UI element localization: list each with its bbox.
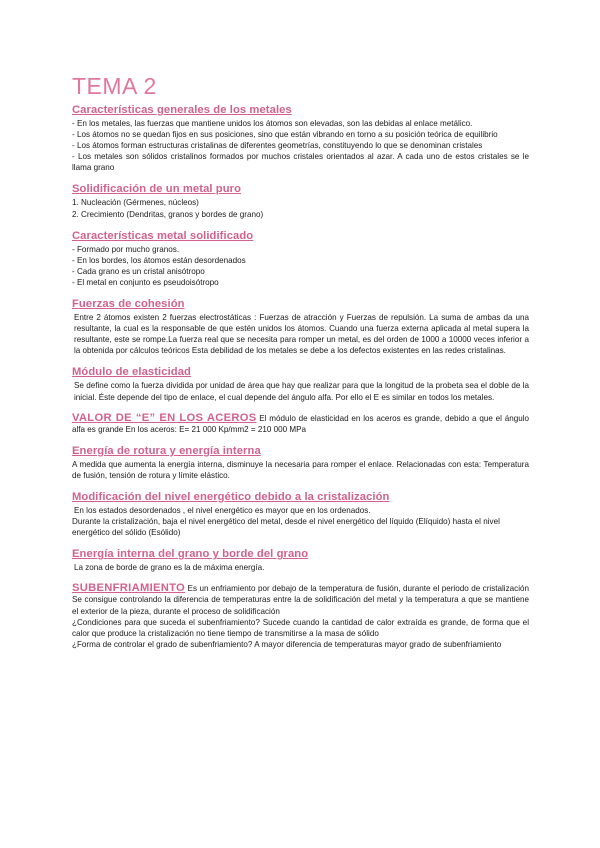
list-line: 1. Nucleación (Gérmenes, núcleos) (72, 198, 199, 208)
section-heading: Energía de rotura y energía interna (72, 444, 261, 457)
section-rotura (72, 444, 529, 481)
section-body: La zona de borde de grano es la de máxima energía. (74, 563, 265, 573)
section-body: Entre 2 átomos existen 2 fuerzas electrostáticas : Fuerzas de atracción y Fuerzas de repulsión. La suma de ambas da una resultante, la cual es la responsable de que estén unidos los átomos. Cuando una fuerza externa aplicada al metal supera la resultante, este se rompe.La fuerza real que se necesita para romper un metal, es del orden de 1000 a 10000 veces inferior a la obtenida por cálculos teóricos Esta debilidad de los metales se debe a los defectos existentes en las redes cristalinas. (74, 313, 529, 356)
section-body: Es un enfriamiento por debajo de la temperatura de fusión, durante el periodo de cristalización Se consigue controlando la diferencia de temperaturas entre la de solidificación del metal y la temperatura a que se mantiene el exterior de la pieza, durante el proceso de solidificación (72, 584, 529, 616)
section-heading: Solidificación de un metal puro (72, 183, 242, 196)
bullet-line: - Los átomos no se quedan fijos en sus posiciones, sino que están vibrando en torno a su posición teórica de equilibrio (72, 130, 498, 140)
section-valor (72, 413, 529, 435)
section-heading: Características generales de los metales (72, 104, 292, 116)
section-solidificado (72, 229, 529, 288)
section-line: En los estados desordenados , el nivel energético es mayor que en los ordenados. (74, 505, 371, 515)
section-body: Se define como la fuerza dividida por unidad de área que hay que realizar para que la longitud de la probeta sea el doble de la inicial. Éste depende del tipo de enlace, el cual depende del ángulo alfa. Por ello el E es similar en todos los metales. (74, 381, 529, 402)
page-title: TEMA 2 (72, 73, 157, 99)
list-line: 2. Crecimiento (Dendritas, granos y bordes de grano) (72, 209, 264, 219)
section-heading: Módulo de elasticidad (72, 366, 191, 379)
section-heading: Modificación del nivel energético debido a la cristalización (72, 490, 390, 503)
section-modulo (72, 365, 529, 402)
section-line: Durante la cristalización, baja el nivel energético del metal, desde el nivel energético del líquido (Elíquido) hasta el nivel energético del sólido (Esólido) (72, 517, 500, 538)
section-line: ¿Forma de controlar el grado de subenfriamiento? A mayor diferencia de temperaturas mayor grado de subenfriamiento (72, 639, 502, 649)
section-caracteristicas (72, 103, 529, 173)
bullet-line: - El metal en conjunto es pseudoisótropo (72, 277, 219, 287)
section-fuerzas (72, 297, 529, 356)
section-body: A medida que aumenta la energía interna, disminuye la necesaria para romper el enlace. Relacionadas con esta: Temperatura de fusión, tensión de rotura y límite elástico. (72, 459, 529, 480)
section-heading: Fuerzas de cohesión (72, 298, 185, 311)
bullet-line: - En los metales, las fuerzas que mantiene unidos los átomos son elevadas, son las debidas al enlace metálico. (72, 119, 473, 128)
bullet-line: - Los átomos forman estructuras cristalinas de diferentes geometrías, constituyendo lo que se denominan cristales (72, 141, 483, 151)
section-line: ¿Condiciones para que suceda el subenfriamiento? Sucede cuando la cantidad de calor extraída es grande, de forma que el calor que produce la cristalización no tiene tiempo de transmitirse a la masa de sólido (72, 617, 529, 638)
section-heading: Características metal solidificado (72, 229, 254, 242)
bullet-line: - Formado por mucho granos. (72, 244, 180, 254)
section-body: El módulo de elasticidad en los aceros es grande, debido a que el ángulo alfa es grande En los aceros: E= 21 000 Kp/mm2 = 210 000 MPa (72, 413, 530, 434)
section-interna (72, 547, 529, 573)
inline-heading: VALOR DE “E” EN LOS ACEROS (72, 411, 257, 424)
bullet-line: - Los metales son sólidos cristalinos formados por muchos cristales orientados al azar. A cada uno de estos cristales se le llama grano (72, 152, 529, 173)
section-heading: Energía interna del grano y borde del grano (72, 548, 309, 561)
section-modificacion (72, 490, 529, 538)
inline-heading: SUBENFRIAMIENTO (72, 582, 186, 595)
bullet-line: - En los bordes, los átomos están desordenados (72, 255, 246, 265)
bullet-line: - Cada grano es un cristal anisótropo (72, 266, 205, 276)
section-solidificacion (72, 182, 529, 219)
section-subenfriamiento (72, 583, 529, 616)
document-page (72, 72, 529, 650)
